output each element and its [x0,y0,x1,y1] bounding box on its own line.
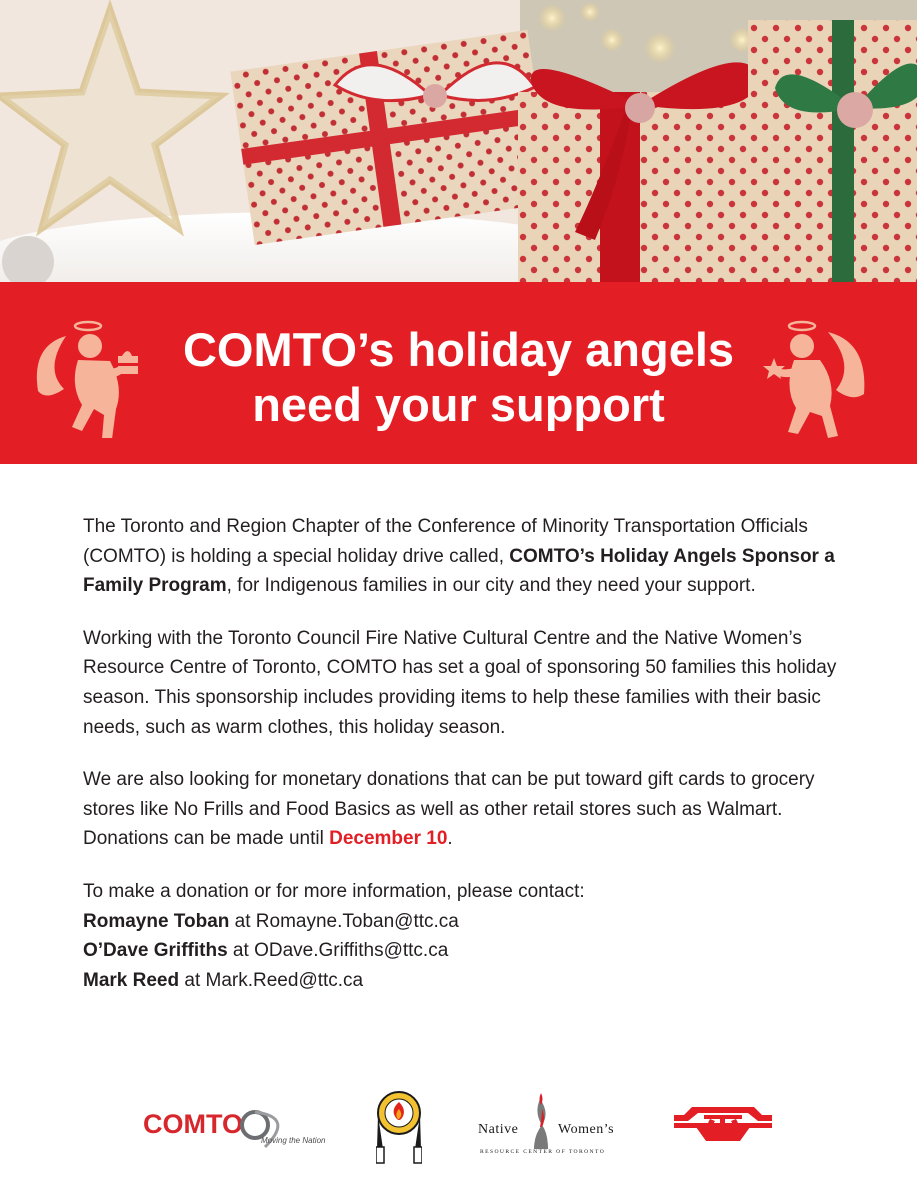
ttc-logo [674,1105,772,1145]
intro-paragraph [83,512,843,601]
council-fire-logo [376,1085,422,1165]
donations-text-end: . [447,828,453,850]
hero-photo-gifts [0,0,917,282]
body-copy [83,512,843,1018]
contact-at: at [179,969,206,991]
comto-logo [143,1105,333,1149]
contact-at: at [229,910,256,932]
contact-item [83,907,843,937]
contact-name: Romayne Toban [83,910,230,932]
contact-at: at [227,940,255,962]
svg-text:TTC: TTC [674,1105,676,1106]
contact-email[interactable]: ODave.Griffiths@ttc.ca [254,940,449,962]
intro-text-end: , for Indigenous families in our city and they need your support. [226,575,756,597]
partners-paragraph: Working with the Toronto Council Fire Native Cultural Centre and the Native Women’s Resource Centre of Toronto, COMTO has set a goal of sponsoring 50 families this holiday season. This sponsorship includes providing items to help these families with their basic needs, such as warm clothes, this holiday season. [83,627,837,738]
contact-name: O’Dave Griffiths [83,940,228,962]
contact-email[interactable]: Romayne.Toban@ttc.ca [255,910,459,932]
donations-paragraph [83,765,843,854]
svg-text:COMTO: COMTO [143,1109,243,1139]
headline-line-1: COMTO’s holiday angels [182,323,735,376]
headline-line-2: need your support [252,378,665,431]
native-womens-resource-centre-logo [478,1089,628,1159]
deadline-date: December 10 [329,828,448,850]
angel-with-gift-icon [36,316,148,438]
svg-text:Resource Center of Toronto: Resource Center of Toronto [480,1149,606,1155]
gift-boxes-illustration [0,0,917,282]
contacts-intro: To make a donation or for more information, please contact: [83,880,585,902]
contact-item [83,966,843,996]
partner-logos [0,1085,917,1165]
donations-text: We are also looking for monetary donations that can be put toward gift cards to grocery stores like No Frills and Food Basics as well as other retail stores such as Walmart. Donations can be made until [83,769,815,850]
headline-banner [0,282,917,464]
intro-text: The Toronto and Region Chapter of the Conference of Minority Transportation Officials (COMTO) is holding a special holiday drive called, [83,516,808,567]
svg-text:Moving the Nation: Moving the Nation [261,1136,326,1145]
angel-with-star-icon [760,316,880,438]
svg-text:Women’s: Women’s [558,1122,615,1137]
svg-text:Native: Native [478,1122,519,1137]
contact-item [83,936,843,966]
program-name: COMTO’s Holiday Angels Sponsor a Family Program [83,545,835,597]
contact-name: Mark Reed [83,969,180,991]
contacts-block [83,877,843,995]
page-title [140,322,777,432]
contact-email[interactable]: Mark.Reed@ttc.ca [205,969,364,991]
